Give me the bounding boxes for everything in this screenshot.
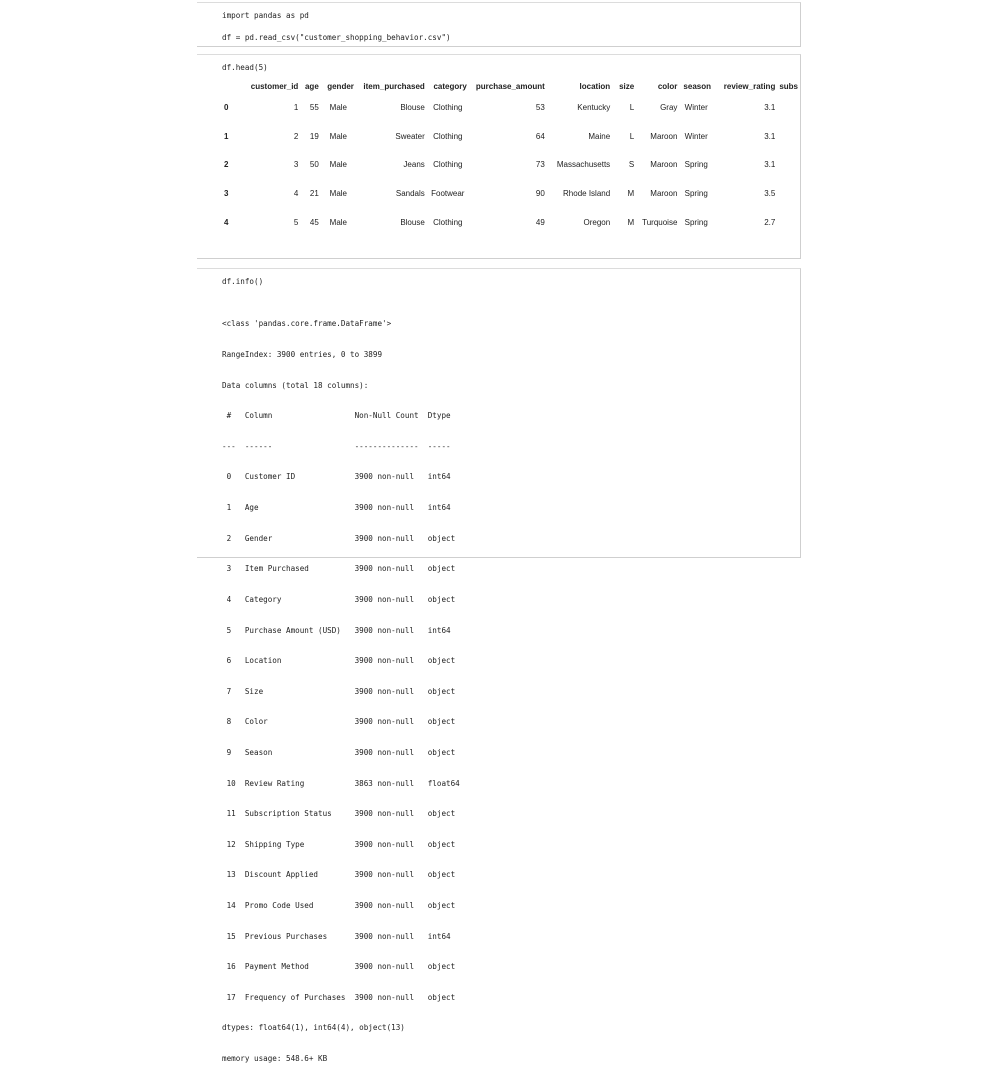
table-cell: Maroon: [650, 131, 678, 141]
column-header: gender: [327, 81, 354, 91]
code-line-info[interactable]: df.info(): [222, 277, 264, 286]
table-row: [222, 150, 800, 179]
table-cell: 5: [293, 217, 299, 227]
column-header: color: [657, 81, 678, 91]
code-line-head[interactable]: df.head(5): [222, 63, 268, 72]
column-header-index: [222, 79, 237, 93]
table-cell: [777, 150, 800, 179]
info-output: [222, 299, 460, 1085]
table-cell: Blouse: [400, 102, 425, 112]
table-row: [222, 179, 800, 208]
output-line: 5 Purchase Amount (USD) 3900 non-null int64: [222, 625, 460, 635]
output-line: 17 Frequency of Purchases 3900 non-null object: [222, 992, 460, 1002]
table-cell: Sandals: [395, 188, 425, 198]
table-cell: Clothing: [433, 131, 463, 141]
table-cell: Clothing: [433, 102, 463, 112]
table-cell: Clothing: [433, 217, 463, 227]
table-cell: Turquoise: [642, 217, 678, 227]
column-header: item_purchased: [363, 81, 425, 91]
table-cell: Sweater: [395, 131, 425, 141]
table-cell: M: [627, 217, 635, 227]
table-cell: Footwear: [431, 188, 465, 198]
output-line: 11 Subscription Status 3900 non-null object: [222, 809, 460, 819]
table-cell: M: [627, 188, 635, 198]
column-header: review_rating: [723, 81, 776, 91]
table-cell: Winter: [684, 131, 708, 141]
code-cell-import[interactable]: [197, 2, 801, 47]
column-header: category: [433, 81, 467, 91]
output-line: 4 Category 3900 non-null object: [222, 594, 460, 604]
table-cell: 3.1: [764, 102, 776, 112]
output-line: Data columns (total 18 columns):: [222, 380, 369, 390]
output-line: RangeIndex: 3900 entries, 0 to 3899: [222, 350, 383, 360]
row-index: 1: [224, 131, 229, 141]
output-line: 13 Discount Applied 3900 non-null object: [222, 870, 460, 880]
output-line: 8 Color 3900 non-null object: [222, 717, 460, 727]
table-cell: 73: [535, 160, 545, 170]
output-line: 12 Shipping Type 3900 non-null object: [222, 839, 460, 849]
table-cell: Winter: [684, 102, 708, 112]
code-cell-info[interactable]: [197, 268, 801, 1064]
table-cell: 2: [293, 131, 299, 141]
table-cell: [777, 93, 800, 122]
table-cell: 4: [293, 188, 299, 198]
output-line: 10 Review Rating 3863 non-null float64: [222, 778, 460, 788]
column-header: customer_id: [250, 81, 299, 91]
table-cell: L: [629, 102, 635, 112]
column-header: subs: [779, 81, 798, 91]
dataframe-table: [222, 79, 800, 236]
output-line: 0 Customer ID 3900 non-null int64: [222, 472, 460, 482]
output-line: 2 Gender 3900 non-null object: [222, 533, 460, 543]
table-cell: 45: [309, 217, 319, 227]
table-cell: Spring: [684, 217, 708, 227]
table-cell: Male: [329, 188, 347, 198]
column-header: location: [579, 81, 611, 91]
table-row: [222, 122, 800, 151]
table-row: [222, 208, 800, 237]
output-line: dtypes: float64(1), int64(4), object(13): [222, 1023, 405, 1033]
table-cell: Clothing: [433, 160, 463, 170]
table-cell: Spring: [684, 188, 708, 198]
table-cell: Rhode Island: [563, 188, 611, 198]
output-line: 6 Location 3900 non-null object: [222, 656, 460, 666]
table-cell: Oregon: [583, 217, 611, 227]
output-line: 7 Size 3900 non-null object: [222, 686, 460, 696]
row-index: 4: [224, 217, 229, 227]
table-cell: 3.1: [764, 131, 776, 141]
table-cell: 90: [535, 188, 545, 198]
table-cell: 53: [535, 102, 545, 112]
table-cell: Kentucky: [577, 102, 611, 112]
table-cell: 55: [309, 102, 319, 112]
table-cell: 3.1: [764, 160, 776, 170]
table-cell: Blouse: [400, 217, 425, 227]
column-header: size: [619, 81, 635, 91]
table-cell: Male: [329, 102, 347, 112]
table-cell: Jeans: [403, 160, 425, 170]
row-index: 0: [224, 102, 229, 112]
output-line: memory usage: 548.6+ KB: [222, 1054, 328, 1064]
table-cell: [777, 179, 800, 208]
table-cell: 64: [535, 131, 545, 141]
output-line: <class 'pandas.core.frame.DataFrame'>: [222, 319, 392, 329]
table-cell: 49: [535, 217, 545, 227]
output-line: 3 Item Purchased 3900 non-null object: [222, 564, 460, 574]
table-cell: 3: [293, 160, 299, 170]
row-index: 2: [224, 160, 229, 170]
table-cell: Spring: [684, 160, 708, 170]
column-header: age: [304, 81, 319, 91]
table-cell: Maroon: [650, 188, 678, 198]
table-cell: Male: [329, 131, 347, 141]
table-cell: S: [628, 160, 635, 170]
table-cell: 19: [309, 131, 319, 141]
output-line: # Column Non-Null Count Dtype: [222, 411, 460, 421]
table-cell: 1: [293, 102, 299, 112]
table-cell: [777, 208, 800, 237]
row-index: 3: [224, 188, 229, 198]
table-row: [222, 93, 800, 122]
code-cell-head[interactable]: [197, 54, 801, 259]
table-cell: Male: [329, 217, 347, 227]
column-header: purchase_amount: [475, 81, 545, 91]
table-cell: Maroon: [650, 160, 678, 170]
table-cell: 50: [309, 160, 319, 170]
table-cell: L: [629, 131, 635, 141]
table-cell: 21: [309, 188, 319, 198]
output-line: --- ------ -------------- -----: [222, 441, 460, 451]
column-header: season: [683, 81, 711, 91]
code-line-read-csv[interactable]: df = pd.read_csv("customer_shopping_behavior.csv"): [222, 33, 451, 42]
output-line: 16 Payment Method 3900 non-null object: [222, 962, 460, 972]
table-cell: Massachusetts: [556, 160, 611, 170]
output-line: 9 Season 3900 non-null object: [222, 747, 460, 757]
table-cell: Maine: [588, 131, 611, 141]
output-line: 1 Age 3900 non-null int64: [222, 503, 460, 513]
table-header-row: [222, 79, 800, 93]
output-line: 15 Previous Purchases 3900 non-null int64: [222, 931, 460, 941]
table-cell: 3.5: [764, 188, 776, 198]
table-cell: Gray: [660, 102, 678, 112]
output-line: 14 Promo Code Used 3900 non-null object: [222, 900, 460, 910]
table-cell: 2.7: [764, 217, 776, 227]
code-line-import[interactable]: import pandas as pd: [222, 11, 309, 20]
table-cell: [777, 122, 800, 151]
table-cell: Male: [329, 160, 347, 170]
